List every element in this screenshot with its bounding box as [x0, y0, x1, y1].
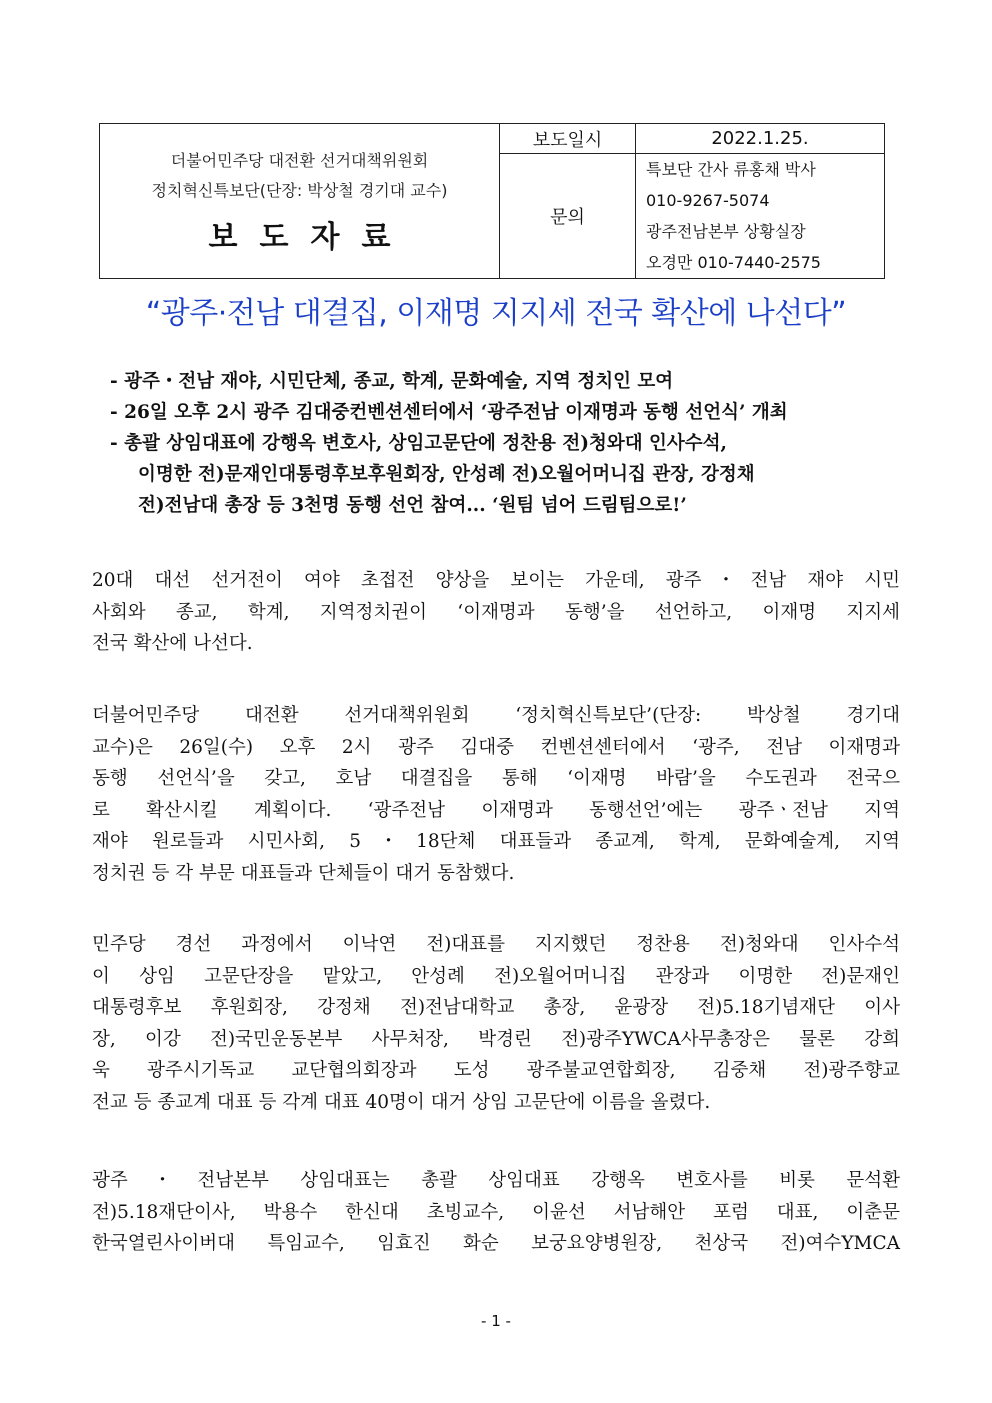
contact-label: 문의	[500, 154, 636, 279]
text-line: 교수)은 26일(수) 오후 2시 광주 김대중 컨벤션센터에서 ‘광주, 전남 이재명과	[92, 736, 900, 758]
press-header-table	[99, 123, 885, 279]
body-paragraph-2	[92, 700, 900, 889]
organization-cell	[100, 124, 500, 279]
text-line: 민주당 경선 과정에서 이낙연 전)대표를 지지했던 정찬용 전)청와대 인사수석	[92, 934, 900, 955]
text-line: 사회와 종교, 학계, 지역정치권이 ‘이재명과 동행’을 선언하고, 이재명 지지세	[92, 601, 900, 623]
text-line: 이 상임 고문단장을 맡았고, 안성례 전)오월어머니집 관장과 이명한 전)문재인	[92, 965, 900, 987]
org-subunit: 정치혁신특보단(단장: 박상철 경기대 교수)	[151, 181, 448, 200]
body-paragraph-1	[92, 565, 900, 660]
contact-phone: 오경만 010-7440-2575	[646, 253, 821, 272]
org-name: 더불어민주당 대전환 선거대책위원회	[170, 151, 429, 170]
text-line: 전)5.18재단이사, 박용수 한신대 초빙교수, 이윤선 서남해안 포럼 대표, 이춘문	[92, 1201, 900, 1223]
subheading-continued: 전)전남대 총장 등 3천명 동행 선언 참여... ‘원팀 넘어 드림팀으로!’	[138, 495, 687, 516]
subheading: - 26일 오후 2시 광주 김대중컨벤션센터에서 ‘광주전남 이재명과 동행 선언식’ 개최	[110, 402, 788, 423]
contact-info	[636, 154, 885, 279]
date-label: 보도일시	[500, 124, 636, 154]
text-line: 광주・전남본부 상임대표는 총괄 상임대표 강행옥 변호사를 비롯 문석환	[92, 1170, 900, 1191]
subheading-continued: 이명한 전)문재인대통령후보후원회장, 안성례 전)오월어머니집 관장, 강정채	[138, 464, 755, 485]
text-line: 한국열린사이버대 특임교수, 임효진 화순 보궁요양병원장, 천상국 전)여수YMCA	[92, 1233, 900, 1254]
subheadings	[110, 366, 900, 521]
subheading: - 총괄 상임대표에 강행옥 변호사, 상임고문단에 정찬용 전)청와대 인사수석,	[110, 433, 727, 454]
text-line: 전국 확산에 나선다.	[92, 633, 253, 654]
page-number: - 1 -	[481, 1312, 511, 1330]
text-line: 20대 대선 선거전이 여야 초접전 양상을 보이는 가운데, 광주・전남 재야 시민	[92, 570, 900, 591]
body-paragraph-4	[92, 1165, 900, 1260]
contact-line: 광주전남본부 상황실장	[646, 222, 806, 241]
text-line: 동행 선언식’을 갖고, 호남 대결집을 통해 ‘이재명 바람’을 수도권과 전국으	[92, 768, 900, 789]
text-line: 전교 등 종교계 대표 등 각계 대표 40명이 대거 상임 고문단에 이름을 올렸다.	[92, 1091, 711, 1113]
contact-phone: 010-9267-5074	[646, 191, 770, 210]
text-line: 더불어민주당 대전환 선거대책위원회 ‘정치혁신특보단’(단장: 박상철 경기대	[92, 705, 900, 726]
text-line: 장, 이강 전)국민운동본부 사무처장, 박경린 전)광주YWCA사무총장은 물론 강희	[92, 1028, 900, 1050]
text-line: 욱 광주시기독교 교단협의회장과 도성 광주불교연합회장, 김중채 전)광주향교	[92, 1060, 900, 1081]
release-date: 2022.1.25.	[636, 124, 885, 154]
subheading: - 광주・전남 재야, 시민단체, 종교, 학계, 문화예술, 지역 정치인 모여	[110, 371, 674, 392]
text-line: 대통령후보 후원회장, 강정채 전)전남대학교 총장, 윤광장 전)5.18기념재단 이사	[92, 997, 900, 1018]
text-line: 정치권 등 각 부문 대표들과 단체들이 대거 동참했다.	[92, 862, 515, 884]
body-paragraph-3	[92, 929, 900, 1118]
text-line: 재야 원로들과 시민사회, 5・18단체 대표들과 종교계, 학계, 문화예술계, 지역	[92, 831, 900, 852]
text-line: 로 확산시킬 계획이다. ‘광주전남 이재명과 동행선언’에는 광주ㆍ전남 지역	[92, 799, 900, 821]
document-type-title: 보도자료	[208, 220, 413, 255]
headline: “광주·전남 대결집, 이재명 지지세 전국 확산에 나선다”	[145, 296, 847, 331]
contact-line: 특보단 간사 류홍채 박사	[646, 160, 816, 179]
